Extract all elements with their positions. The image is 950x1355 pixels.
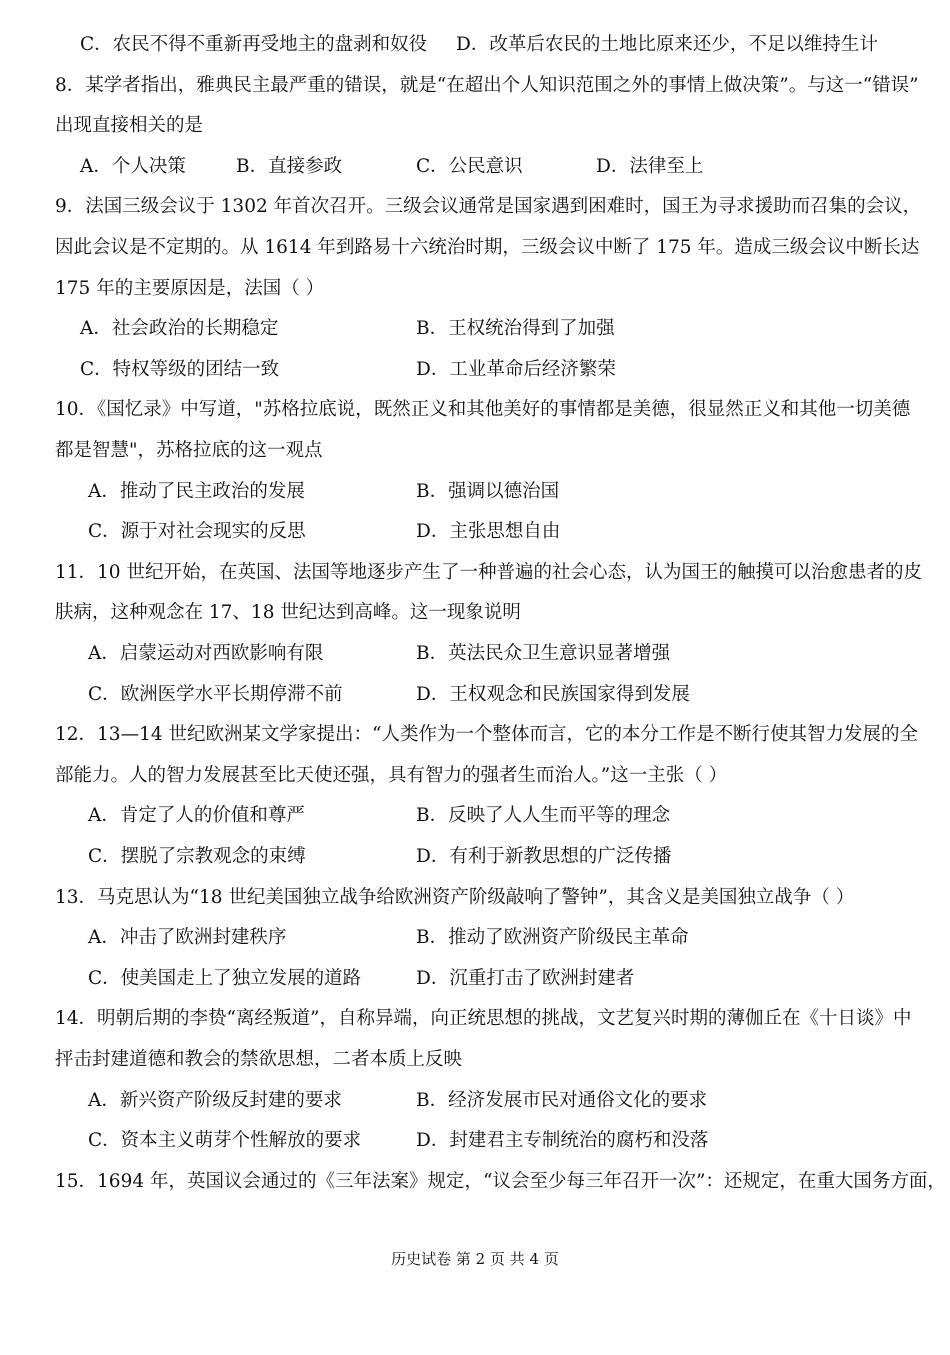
answer-option: C．资本主义萌芽个性解放的要求 (88, 1130, 362, 1151)
question-text-line: 出现直接相关的是 (55, 115, 204, 136)
answer-option: D．王权观念和民族国家得到发展 (416, 684, 690, 705)
answer-option: C．公民意识 (416, 156, 523, 177)
question-text-line: 8．某学者指出，雅典民主最严重的错误，就是“在超出个人知识范围之外的事情上做决策”。与这一“错误” (55, 75, 919, 96)
question-text-line: 部能力。人的智力发展甚至比天使还强，具有智力的强者生而治人。”这一主张（ ） (55, 765, 728, 786)
answer-option: C．摆脱了宗教观念的束缚 (88, 846, 306, 867)
answer-option: B．英法民众卫生意识显著增强 (416, 643, 671, 664)
answer-option: A．冲击了欧洲封建秩序 (88, 927, 287, 948)
answer-option: A．新兴资产阶级反封建的要求 (88, 1090, 342, 1111)
question-text-line: 10．《国忆录》中写道，"苏格拉底说，既然正义和其他美好的事情都是美德，很显然正义和其他一切美德 (55, 399, 911, 420)
answer-option: A．启蒙运动对西欧影响有限 (88, 643, 324, 664)
answer-option: B．王权统治得到了加强 (416, 318, 615, 339)
answer-option: B．经济发展市民对通俗文化的要求 (416, 1090, 708, 1111)
answer-option: C．使美国走上了独立发展的道路 (88, 968, 362, 989)
answer-option: D．法律至上 (596, 156, 704, 177)
answer-option: C．欧洲医学水平长期停滞不前 (88, 684, 343, 705)
answer-option: B．推动了欧洲资产阶级民主革命 (416, 927, 689, 948)
answer-option: A．肯定了人的价值和尊严 (88, 805, 305, 826)
answer-option: C．农民不得不重新再受地主的盘剥和奴役 (80, 34, 428, 55)
answer-option: A．推动了民主政治的发展 (88, 481, 305, 502)
question-text-line: 都是智慧"，苏格拉底的这一观点 (55, 440, 323, 461)
answer-option: D．沉重打击了欧洲封建者 (416, 968, 635, 989)
answer-option: B．强调以德治国 (416, 481, 560, 502)
question-text-line: 13．马克思认为“18 世纪美国独立战争给欧洲资产阶级敲响了警钟”，其含义是美国独立战争（ ） (55, 887, 855, 908)
question-text-line: 因此会议是不定期的。从 1614 年到路易十六统治时期，三级会议中断了 175 年。造成三级会议中断长达 (55, 237, 920, 258)
page-footer: 历史试卷 第 2 页 共 4 页 (391, 1250, 559, 1268)
question-text-line: 抨击封建道德和教会的禁欲思想，二者本质上反映 (55, 1049, 463, 1070)
answer-option: D．有利于新教思想的广泛传播 (416, 846, 672, 867)
answer-option: D．封建君主专制统治的腐朽和没落 (416, 1130, 709, 1151)
answer-option: D．工业革命后经济繁荣 (416, 359, 616, 380)
answer-option: B．直接参政 (236, 156, 343, 177)
question-text-line: 15．1694 年，英国议会通过的《三年法案》规定，“议会至少每三年召开一次”：还规定，在重大国务方面， (55, 1171, 946, 1192)
question-text-line: 肤病，这种观念在 17、18 世纪达到高峰。这一现象说明 (55, 602, 521, 623)
question-text-line: 11．10 世纪开始，在英国、法国等地逐步产生了一种普遍的社会心态，认为国王的触摸可以治愈患者的皮 (55, 562, 922, 583)
answer-option: B．反映了人人生而平等的理念 (416, 805, 671, 826)
question-text-line: 175 年的主要原因是，法国（ ） (55, 278, 325, 299)
answer-option: A．社会政治的长期稳定 (80, 318, 279, 339)
question-text-line: 14．明朝后期的李贽“离经叛道”，自称异端，向正统思想的挑战，文艺复兴时期的薄伽丘在《十日谈》中 (55, 1008, 912, 1029)
question-text-line: 9．法国三级会议于 1302 年首次召开。三级会议通常是国家遇到困难时，国王为寻求援助而召集的会议， (55, 196, 922, 217)
answer-option: C．特权等级的团结一致 (80, 359, 280, 380)
answer-option: D．改革后农民的土地比原来还少，不足以维持生计 (456, 34, 878, 55)
answer-option: A．个人决策 (80, 156, 186, 177)
answer-option: D．主张思想自由 (416, 521, 561, 542)
question-text-line: 12．13—14 世纪欧洲某文学家提出：“人类作为一个整体而言，它的本分工作是不断行使其智力发展的全 (55, 724, 918, 745)
answer-option: C．源于对社会现实的反思 (88, 521, 306, 542)
